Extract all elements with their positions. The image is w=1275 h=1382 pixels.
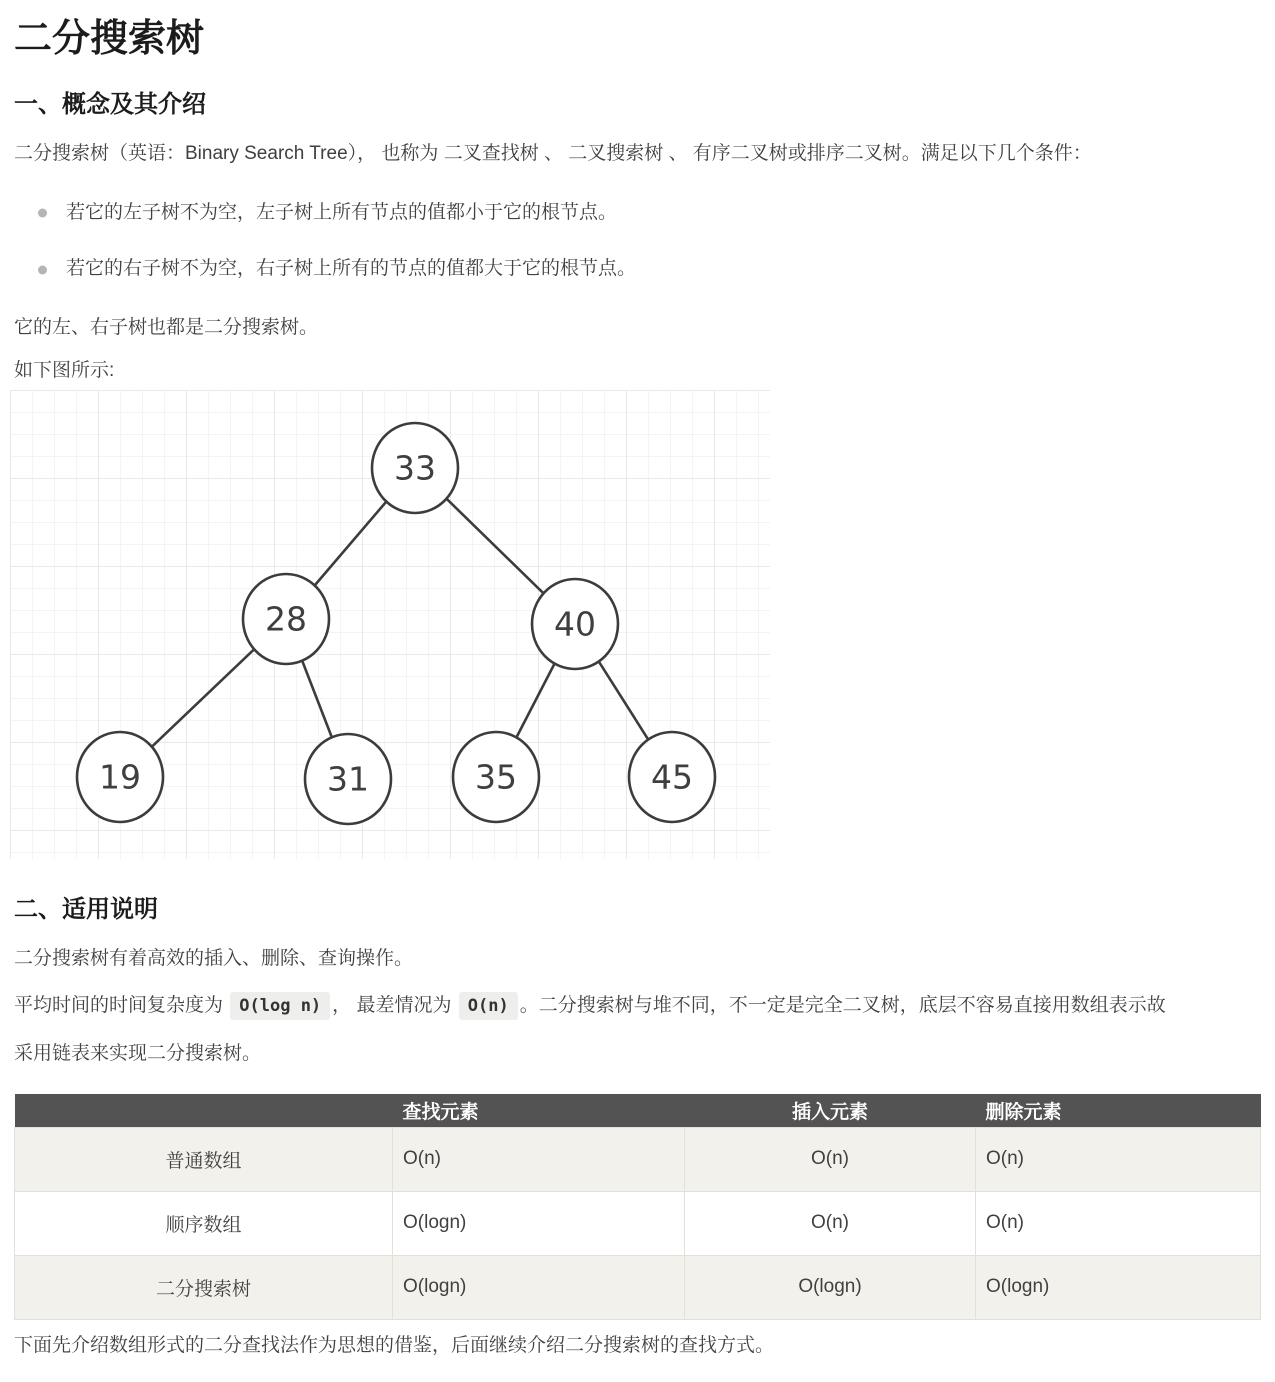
cell-insert: O(n) [685,1191,976,1255]
cell-search: O(logn) [393,1255,685,1319]
bullet-icon [38,265,47,274]
table-header-cell: 删除元素 [976,1094,1261,1128]
tree-edge [152,649,254,746]
table-header-cell: 查找元素 [393,1094,685,1128]
complexity-table [14,1094,1261,1320]
list-item [14,257,1261,282]
list-item-text: 若它的右子树不为空，右子树上所有的节点的值都大于它的根节点。 [66,258,637,280]
complexity-text: ， 最差情况为 [332,994,457,1016]
inline-code: O(log n) [230,992,330,1020]
tree-node-label: 35 [475,757,517,797]
complexity-text: 。二分搜索树与堆不同，不一定是完全二叉树，底层不容易直接用数组表示故 [519,994,1166,1016]
cell-delete: O(n) [976,1191,1261,1255]
cell-delete: O(n) [976,1127,1261,1191]
row-label: 普通数组 [15,1127,393,1191]
table-header-row [15,1094,1261,1128]
note-paragraph: 它的左、右子树也都是二分搜索树。 [14,317,319,339]
complexity-paragraph [14,982,1261,1078]
tree-node-label: 19 [99,757,141,797]
closing-paragraph: 下面先介绍数组形式的二分查找法作为思想的借鉴，后面继续介绍二分搜索树的查找方式。 [14,1334,775,1356]
page-title: 二分搜索树 [14,18,205,60]
cell-insert: O(n) [685,1127,976,1191]
intro-paragraph: 二分搜索树（英语：Binary Search Tree）， 也称为 二叉查找树 、 二叉搜索树 、 有序二叉树或排序二叉树。满足以下几个条件： [14,143,1092,165]
complexity-text: 采用链表来实现二分搜索树。 [14,1042,262,1064]
tree-node-label: 33 [394,448,436,488]
complexity-text: 平均时间的时间复杂度为 [14,994,229,1016]
bst-tree-svg [10,390,770,859]
table-row [15,1191,1261,1255]
conditions-list [14,201,1261,282]
tree-edge [447,498,544,593]
tree-edge [516,663,555,738]
list-item-text: 若它的左子树不为空，左子树上所有节点的值都小于它的根节点。 [66,201,618,223]
row-label: 二分搜索树 [15,1255,393,1319]
table-row [15,1255,1261,1319]
tree-node-label: 45 [651,757,693,797]
tree-edge [302,660,332,738]
figure-caption: 如下图所示: [14,359,115,381]
section2-heading: 二、适用说明 [14,895,158,923]
efficiency-paragraph: 二分搜索树有着高效的插入、删除、查询操作。 [14,947,414,969]
list-item [14,201,1261,226]
tree-edge [599,661,649,740]
cell-search: O(logn) [393,1191,685,1255]
table-header-cell [15,1094,393,1128]
section1-heading: 一、概念及其介绍 [14,90,206,118]
row-label: 顺序数组 [15,1191,393,1255]
table-header-cell: 插入元素 [685,1094,976,1128]
bullet-icon [38,209,47,218]
tree-node-label: 31 [327,759,369,799]
tree-node-label: 28 [265,599,307,639]
cell-delete: O(logn) [976,1255,1261,1319]
cell-search: O(n) [393,1127,685,1191]
cell-insert: O(logn) [685,1255,976,1319]
bst-diagram [10,390,770,859]
inline-code: O(n) [459,992,518,1020]
tree-edge [315,501,387,585]
table-row [15,1127,1261,1191]
tree-node-label: 40 [554,604,596,644]
